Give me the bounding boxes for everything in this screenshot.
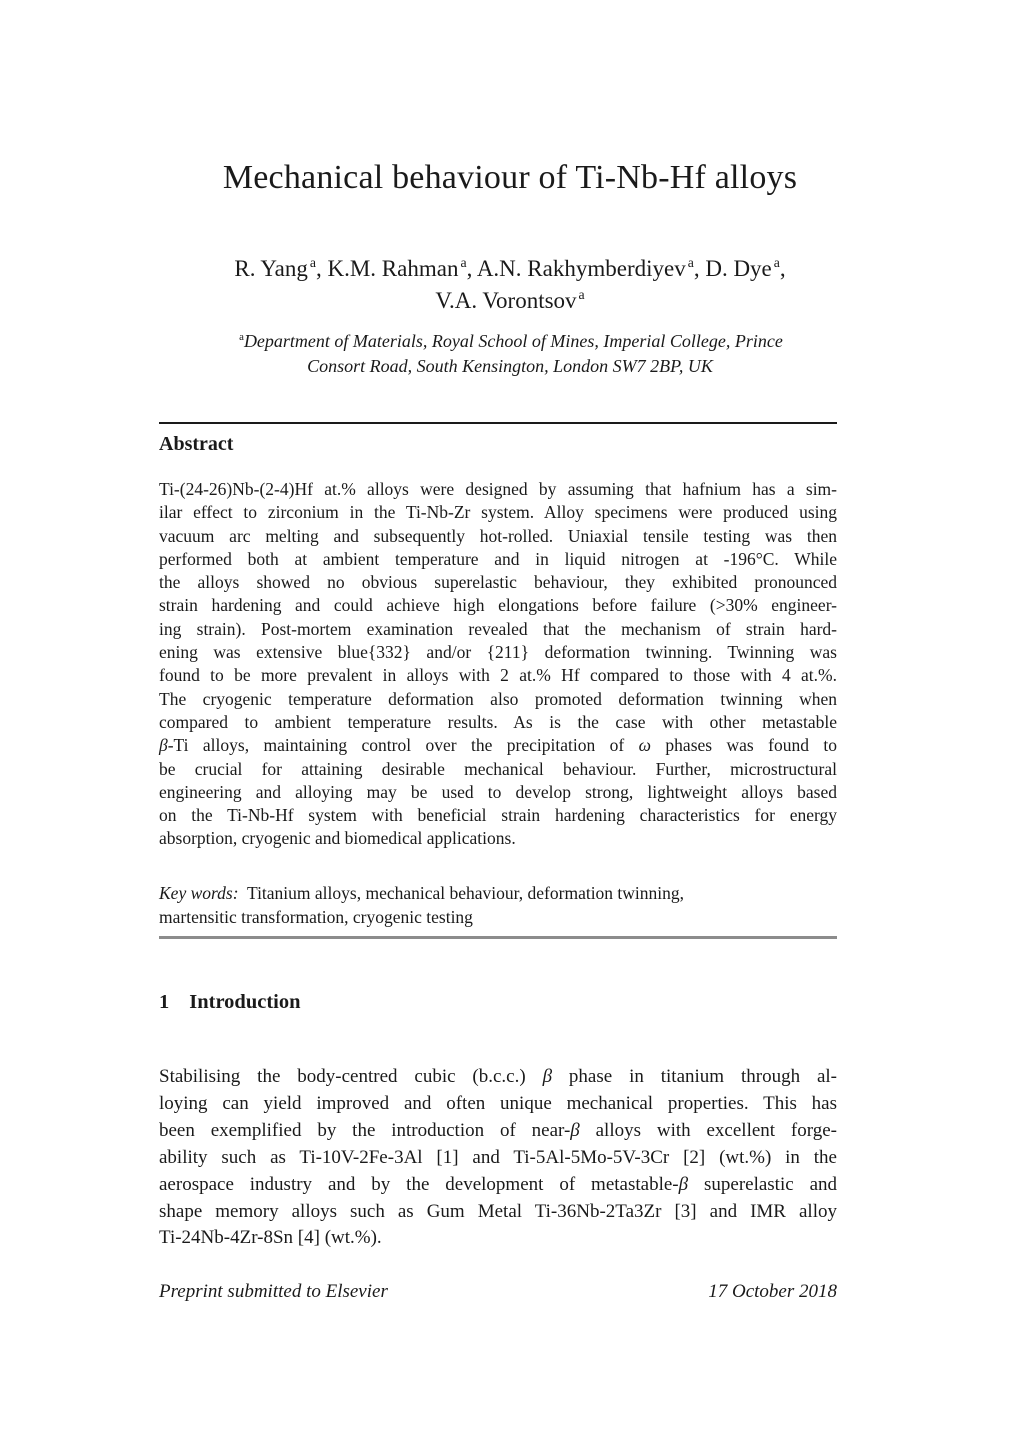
introduction-line: been exemplified by the introduction of near-β alloys with excellent forge- xyxy=(159,1119,837,1141)
abstract-line: be crucial for attaining desirable mechanical behaviour. Further, microstructural xyxy=(159,758,837,779)
abstract-line: ilar effect to zirconium in the Ti-Nb-Zr system. Alloy specimens were produced using xyxy=(159,502,837,523)
introduction-line: shape memory alloys such as Gum Metal Ti-36Nb-2Ta3Zr [3] and IMR alloy xyxy=(159,1200,837,1222)
keywords-bottom-rule xyxy=(159,936,837,939)
abstract-line: found to be more prevalent in alloys with 2 at.% Hf compared to those with 4 at.%. xyxy=(159,665,837,686)
introduction-line: Stabilising the body-centred cubic (b.c.c.) β phase in titanium through al- xyxy=(159,1066,837,1087)
affiliation-line-2: Consort Road, South Kensington, London SW7 2BP, UK xyxy=(307,356,713,376)
abstract-top-rule xyxy=(159,422,837,424)
keywords-block xyxy=(159,882,837,929)
footer-date: 17 October 2018 xyxy=(708,1281,837,1302)
abstract-line: The cryogenic temperature deformation also promoted deformation twinning when xyxy=(159,688,837,709)
abstract-line: ening was extensive blue{332} and/or {211} deformation twinning. Twinning was xyxy=(159,642,837,663)
authors-line-2: V.A. Vorontsov $^a$ xyxy=(435,287,585,313)
abstract-text xyxy=(159,478,837,851)
introduction-line: aerospace industry and by the development of metastable-β superelastic and xyxy=(159,1173,838,1195)
abstract-line: Ti-(24-26)Nb-(2-4)Hf at.% alloys were designed by assuming that hafnium has a sim- xyxy=(159,479,837,499)
section-heading-introduction xyxy=(159,991,301,1014)
abstract-line: on the Ti-Nb-Hf system with beneficial strain hardening characteristics for energy xyxy=(159,805,837,826)
authors-line-1: R. Yang $^a$, K.M. Rahman $^a$, A.N. Rakhymberdiyev $^a$, D. Dye $^a$, xyxy=(234,255,786,281)
abstract-line: the alloys showed no obvious superelastic behaviour, they exhibited pronounced xyxy=(159,572,837,593)
page-footer xyxy=(159,1281,837,1303)
keywords-line-1: Key words: Titanium alloys, mechanical behaviour, deformation twinning, xyxy=(159,883,685,903)
abstract-heading: Abstract xyxy=(159,433,234,455)
affiliation xyxy=(110,329,910,379)
footer-preprint-note: Preprint submitted to Elsevier xyxy=(159,1281,388,1302)
author-list xyxy=(110,253,910,317)
abstract-line: β-Ti alloys, maintaining control over the precipitation of ω phases was found to xyxy=(159,735,837,756)
introduction-paragraph xyxy=(159,1064,837,1252)
introduction-line: ability such as Ti-10V-2Fe-3Al [1] and Ti-5Al-5Mo-5V-3Cr [2] (wt.%) in the xyxy=(159,1146,837,1168)
abstract-line: performed both at ambient temperature and in liquid nitrogen at -196°C. While xyxy=(159,548,837,569)
abstract-line: ing strain). Post-mortem examination revealed that the mechanism of strain hard- xyxy=(159,618,837,639)
abstract-line: vacuum arc melting and subsequently hot-rolled. Uniaxial tensile testing was then xyxy=(159,525,837,546)
affiliation-line-1: $^a$Department of Materials, Royal School of Mines, Imperial College, Prince xyxy=(239,331,783,351)
abstract-line: engineering and alloying may be used to develop strong, lightweight alloys based xyxy=(159,781,837,802)
abstract-line: compared to ambient temperature results. As is the case with other metastable xyxy=(159,711,837,732)
abstract-line: strain hardening and could achieve high elongations before failure (>30% engineer- xyxy=(159,595,837,616)
section-number: 1 xyxy=(159,991,170,1013)
introduction-line: loying can yield improved and often unique mechanical properties. This has xyxy=(159,1092,837,1114)
keywords-line-2: martensitic transformation, cryogenic testing xyxy=(159,906,473,927)
section-title: Introduction xyxy=(189,991,301,1013)
introduction-line: Ti-24Nb-4Zr-8Sn [4] (wt.%). xyxy=(159,1227,382,1249)
paper-title: Mechanical behaviour of Ti-Nb-Hf alloys xyxy=(222,159,798,196)
abstract-line: absorption, cryogenic and biomedical applications. xyxy=(159,828,516,849)
